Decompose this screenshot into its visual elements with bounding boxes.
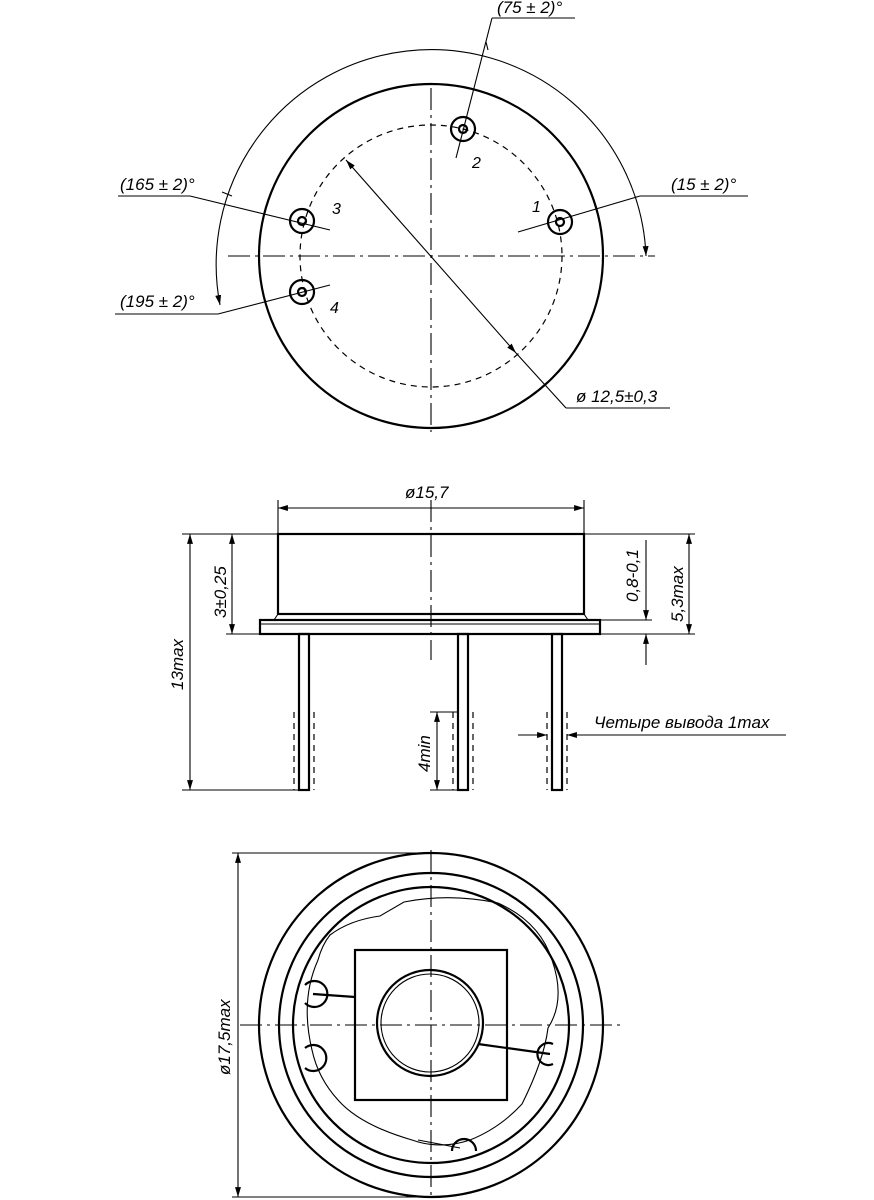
body-height-label: 5,3max — [668, 566, 687, 622]
leads-note-label: Четыре вывода 1max — [594, 713, 770, 732]
angle-195-label: (195 ± 2)° — [120, 292, 195, 311]
leader-165 — [190, 196, 330, 230]
width-label: ø15,7 — [405, 483, 449, 502]
lead-left — [294, 634, 314, 790]
top-view — [115, 0, 748, 432]
angle-165-label: (165 ± 2)° — [120, 175, 195, 194]
bottom-pin-bottom — [452, 1139, 476, 1151]
window-inner — [381, 974, 479, 1072]
window-outer — [377, 970, 483, 1076]
pin-4-number: 4 — [330, 300, 339, 317]
cap-height-label: 3±0,25 — [211, 566, 230, 618]
angle-15-label: (15 ± 2)° — [671, 175, 737, 194]
arc-tick-75 — [486, 42, 488, 50]
flange-label: 0,8-0,1 — [623, 549, 642, 602]
flange — [260, 620, 600, 634]
cutaway-outline — [307, 898, 558, 1145]
bond-wire-1 — [313, 994, 355, 997]
leader-195 — [218, 285, 330, 314]
bottom-diameter-label: ø17,5max — [215, 999, 234, 1075]
lead-right — [547, 634, 567, 790]
lead-length-label: 4min — [415, 735, 434, 772]
pin-1-number: 1 — [532, 199, 541, 216]
side-view — [168, 483, 786, 790]
bottom-pin-lower-left — [305, 1045, 326, 1071]
angle-75-label: (75 ± 2)° — [497, 0, 563, 17]
diameter-label: ø 12,5±0,3 — [576, 387, 658, 406]
pin-3-number: 3 — [332, 201, 341, 218]
bottom-view — [215, 850, 625, 1200]
pin-2-number: 2 — [472, 155, 481, 172]
total-height-label: 13max — [168, 638, 187, 690]
